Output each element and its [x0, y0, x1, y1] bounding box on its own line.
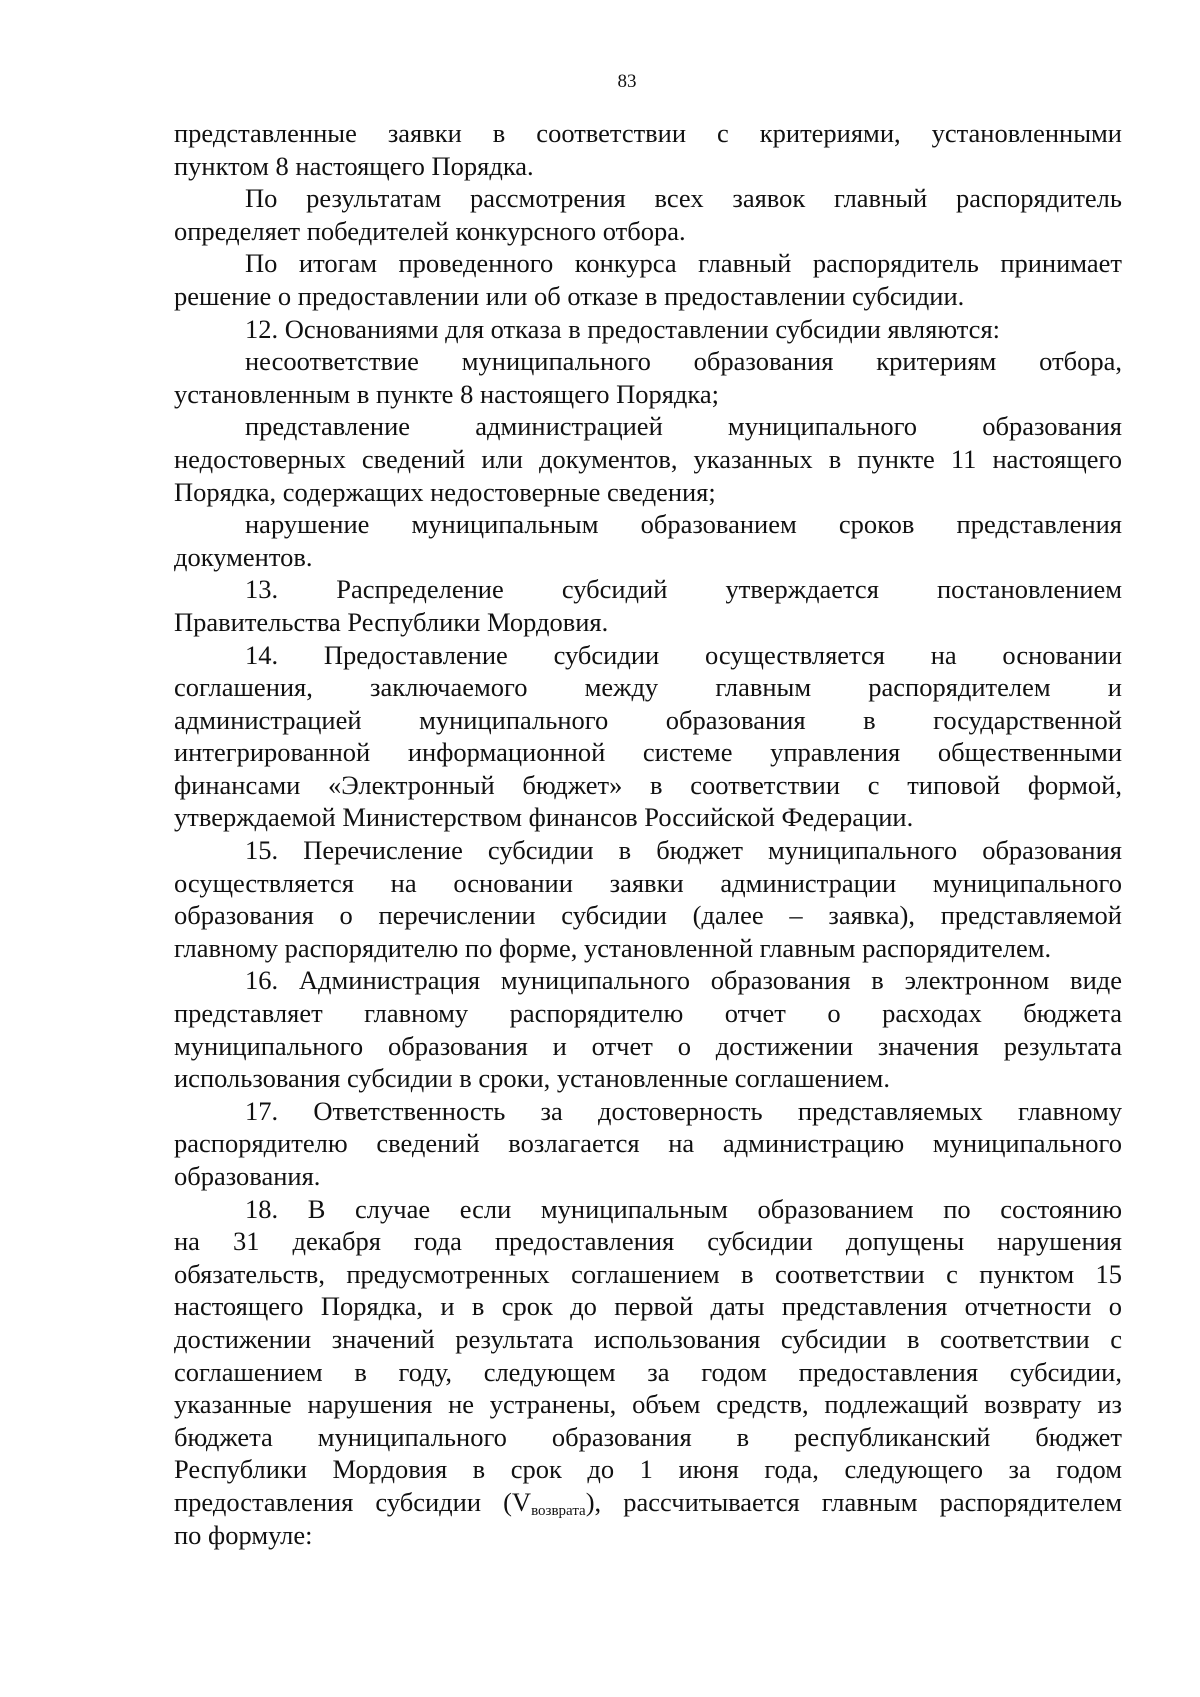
- formula-line-prefix: предоставления субсидии (V: [174, 1486, 532, 1517]
- text-line: По итогам проведенного конкурса главный распорядитель принимает: [245, 248, 1122, 279]
- text-line: документов.: [174, 541, 313, 572]
- text-line: установленным в пункте 8 настоящего Порядка;: [174, 378, 719, 409]
- text-line: 14. Предоставление субсидии осуществляется на основании: [245, 639, 1122, 670]
- formula-text-line: [174, 1486, 1122, 1519]
- text-line: бюджета муниципального образования в республиканский бюджет: [174, 1421, 1122, 1452]
- text-line: пунктом 8 настоящего Порядка.: [174, 150, 534, 181]
- text-line: финансами «Электронный бюджет» в соответствии с типовой формой,: [174, 769, 1122, 800]
- text-line: Республики Мордовия в срок до 1 июня года, следующего за годом: [174, 1454, 1122, 1485]
- text-line: представляет главному распорядителю отчет о расходах бюджета: [174, 998, 1122, 1029]
- text-line: Правительства Республики Мордовия.: [174, 606, 609, 637]
- closing-line: по формуле:: [174, 1519, 313, 1550]
- paragraph: [174, 964, 1122, 1094]
- text-line: соглашения, заключаемого между главным распорядителем и: [174, 672, 1122, 703]
- text-line: решение о предоставлении или об отказе в предоставлении субсидии.: [174, 280, 965, 311]
- text-line: 15. Перечисление субсидии в бюджет муниципального образования: [245, 835, 1122, 866]
- paragraph: [174, 345, 1122, 410]
- paragraph: [174, 1095, 1122, 1193]
- text-line: муниципального образования и отчет о достижении значения результата: [174, 1030, 1122, 1061]
- text-line: 18. В случае если муниципальным образованием по состоянию: [245, 1193, 1122, 1224]
- paragraph: [174, 834, 1122, 964]
- text-line: достижении значений результата использования субсидии в соответствии с: [174, 1323, 1122, 1354]
- paragraph: [174, 639, 1122, 835]
- text-line: указанные нарушения не устранены, объем средств, подлежащий возврату из: [174, 1389, 1122, 1420]
- text-line: интегрированной информационной системе управления общественными: [174, 737, 1122, 768]
- text-line: Порядка, содержащих недостоверные сведения;: [174, 476, 716, 507]
- text-line: 13. Распределение субсидий утверждается постановлением: [245, 574, 1122, 605]
- formula-line-suffix: ), рассчитывается главным распорядителем: [585, 1486, 1123, 1517]
- text-line: главному распорядителю по форме, установленной главным распорядителем.: [174, 932, 1052, 963]
- text-line: образования о перечислении субсидии (далее – заявка), представляемой: [174, 900, 1122, 931]
- text-line: настоящего Порядка, и в срок до первой даты представления отчетности о: [174, 1291, 1122, 1322]
- paragraph: [174, 182, 1122, 247]
- paragraph: [174, 1193, 1122, 1552]
- text-line: недостоверных сведений или документов, указанных в пункте 11 настоящего: [174, 443, 1122, 474]
- paragraph: [174, 508, 1122, 573]
- text-line: образования.: [174, 1161, 321, 1191]
- text-line: определяет победителей конкурсного отбора.: [174, 215, 686, 246]
- paragraph: [174, 247, 1122, 312]
- text-line: нарушение муниципальным образованием сроков представления: [245, 509, 1122, 540]
- text-line: утверждаемой Министерством финансов Российской Федерации.: [174, 802, 914, 833]
- document-body: [174, 117, 1122, 1551]
- text-line: обязательств, предусмотренных соглашением в соответствии с пунктом 15: [174, 1258, 1122, 1289]
- text-line: использования субсидии в сроки, установленные соглашением.: [174, 1063, 890, 1094]
- text-line: представление администрацией муниципального образования: [245, 411, 1122, 442]
- paragraph: [174, 117, 1122, 182]
- text-line: на 31 декабря года предоставления субсидии допущены нарушения: [174, 1226, 1122, 1257]
- text-line: 12. Основаниями для отказа в предоставлении субсидии являются:: [245, 313, 1000, 344]
- text-line: администрацией муниципального образования в государственной: [174, 704, 1122, 735]
- paragraph: [174, 313, 1122, 346]
- paragraph: [174, 410, 1122, 508]
- text-line: осуществляется на основании заявки администрации муниципального: [174, 867, 1122, 898]
- text-line: 17. Ответственность за достоверность представляемых главному: [245, 1095, 1122, 1126]
- text-line: 16. Администрация муниципального образования в электронном виде: [245, 965, 1122, 996]
- text-line: соглашением в году, следующем за годом предоставления субсидии,: [174, 1356, 1122, 1387]
- text-line: несоответствие муниципального образования критериям отбора,: [245, 346, 1122, 377]
- text-line: представленные заявки в соответствии с критериями, установленными: [174, 118, 1122, 148]
- text-line: По результатам рассмотрения всех заявок главный распорядитель: [245, 183, 1122, 214]
- page-number: 83: [617, 71, 637, 92]
- v-return-subscript: возврата: [531, 1502, 586, 1519]
- text-line: распорядителю сведений возлагается на администрацию муниципального: [174, 1128, 1122, 1159]
- paragraph: [174, 573, 1122, 638]
